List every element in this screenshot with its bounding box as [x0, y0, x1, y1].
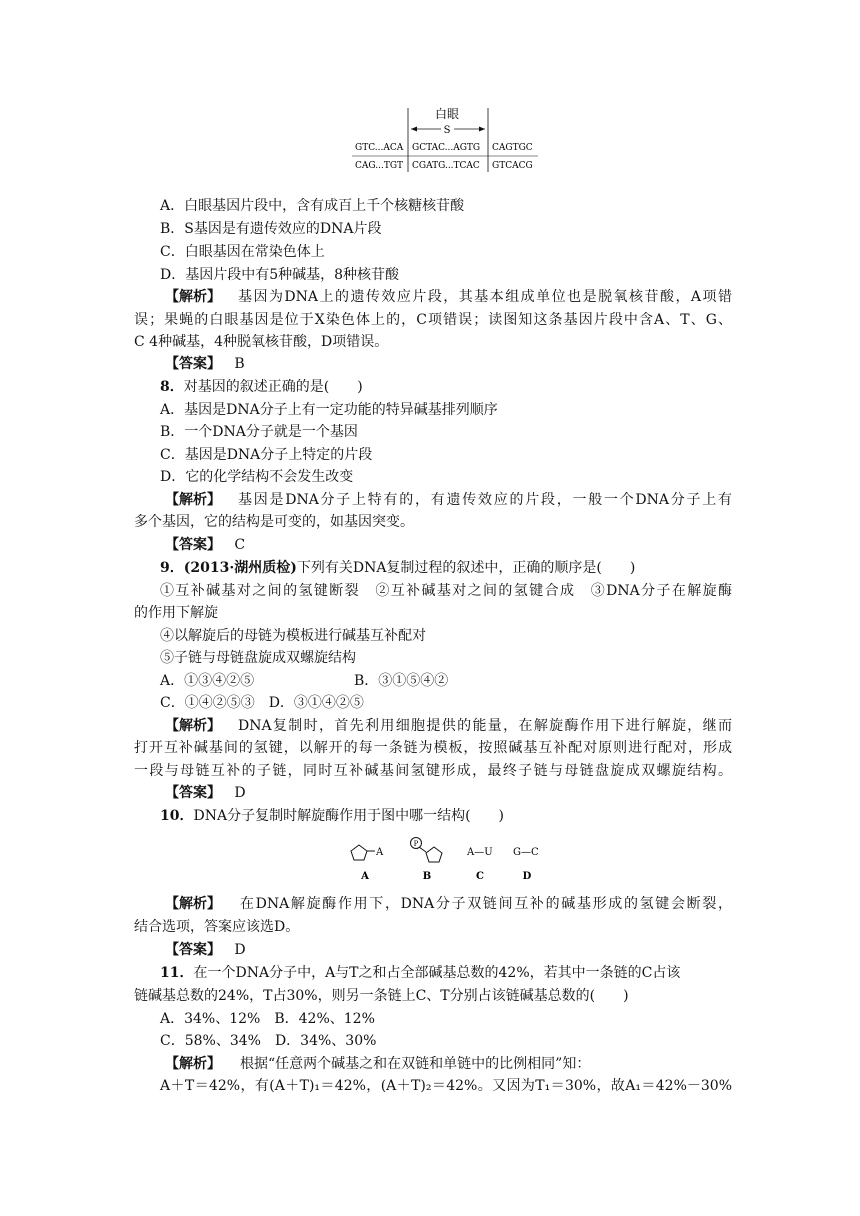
q9-items-line-3: ④以解旋后的母链为模板进行碱基互补配对 [160, 628, 426, 644]
q10-answer [165, 939, 246, 961]
q7-option-b: B．S基因是有遗传效应的DNA片段 [160, 221, 382, 237]
c-pair-label: A—U [467, 847, 493, 858]
q10-stem [160, 805, 504, 827]
q9-items-line-4: ⑤子链与母链盘旋成双螺旋结构 [160, 650, 356, 666]
q9-answer-value: D [234, 785, 246, 801]
analysis-label: 【解析】 [165, 492, 221, 508]
q8-analysis-line-1: 基因是DNA分子上特有的，有遗传效应的片段，一般一个DNA分子上有 [238, 492, 732, 508]
q8-stem-text: 对基因的叙述正确的是( ) [183, 379, 363, 395]
q10-analysis-tag [165, 893, 221, 915]
b-phosphate-label: P [413, 840, 419, 848]
answer-label: 【答案】 [165, 537, 221, 553]
sugar-pentagon-icon [351, 845, 367, 860]
q8-option-d: D．它的化学结构不会发生改变 [160, 469, 354, 485]
q9-number: 9． [160, 560, 184, 576]
a-base-label: A [376, 847, 384, 858]
q11-analysis-tag [165, 1053, 221, 1075]
q7-analysis-line-1: 基因为DNA上的遗传效应片段，其基本组成单位也是脱氧核苷酸，A项错 [238, 289, 732, 305]
white-eye-label: 白眼 [434, 107, 460, 121]
seq-top-3: CAGTGC [492, 143, 533, 153]
q8-answer-value: C [234, 537, 246, 553]
sugar-pentagon-icon [426, 847, 442, 862]
figure-label-a: A [361, 871, 369, 882]
q10-analysis-line-1: 在DNA解旋酶作用下，DNA分子双链间互补的碱基形成的氢键会断裂， [240, 896, 732, 912]
q9-answer [165, 782, 246, 804]
seq-bottom-2: CGATG...TCAC [412, 161, 480, 171]
q8-option-b: B．一个DNA分子就是一个基因 [160, 424, 358, 440]
d-pair-label: G—C [513, 847, 539, 858]
q10-answer-value: D [234, 942, 246, 958]
q7-answer-value: B [234, 356, 245, 372]
q8-number: 8． [160, 379, 184, 395]
seq-top-2: GCTAC...AGTG [412, 143, 481, 153]
q9-analysis-line-3: 一段与母链互补的子链，同时互补碱基间氢键形成，最终子链与母链盘旋成双螺旋结构。 [134, 763, 732, 779]
b-bond-line [419, 847, 426, 852]
q9-items-line-2: 的作用下解旋 [134, 605, 218, 621]
q7-analysis-tag [165, 286, 221, 308]
q7-option-c: C．白眼基因在常染色体上 [160, 244, 325, 260]
arrow-right-head [479, 127, 485, 132]
q9-analysis-line-2: 打开互补碱基间的氢键，以解开的每一条链为模板，按照碱基互补配对原则进行配对，形成 [134, 740, 732, 756]
answer-label: 【答案】 [165, 785, 221, 801]
q11-number: 11． [160, 965, 194, 981]
q7-analysis-line-2: 误；果蝇的白眼基因是位于X染色体上的，C项错误；读图知这条基因片段中含A、T、G、 [134, 312, 732, 328]
seq-bottom-1: CAG...TGT [355, 161, 404, 171]
q8-analysis-tag [165, 489, 221, 511]
q11-stem-line-2: 链碱基总数的24%，T占30%，则另一条链上C、T分别占该链碱基总数的( ) [134, 988, 629, 1004]
q8-analysis-line-2: 多个基因，它的结构是可变的，如基因突变。 [134, 514, 414, 530]
answer-label: 【答案】 [165, 356, 221, 372]
q9-analysis-tag [165, 715, 221, 737]
q9-source: (2013·湖州质检) [183, 560, 297, 576]
figure-label-d: D [522, 871, 532, 882]
q9-stem-text: 下列有关DNA复制过程的叙述中，正确的顺序是( ) [296, 560, 636, 576]
q10-structure-figure [345, 832, 555, 884]
q9-option-b: B．③①⑤④② [354, 673, 449, 689]
q10-number: 10． [160, 808, 194, 824]
q9-option-cd: C．①④②⑤③ D．③①④②⑤ [160, 695, 364, 711]
analysis-label: 【解析】 [165, 1056, 221, 1072]
q7-option-a: A．白眼基因片段中，含有成百上千个核糖核苷酸 [160, 198, 465, 214]
analysis-label: 【解析】 [165, 289, 221, 305]
q11-options-line-2: C．58%、34% D．34%、30% [160, 1033, 377, 1049]
figure-label-c: C [476, 871, 484, 882]
q9-option-a: A．①③④②⑤ [160, 673, 255, 689]
q10-stem-text: DNA分子复制时解旋酶作用于图中哪一结构( ) [193, 808, 504, 824]
seq-top-1: GTC...ACA [355, 143, 404, 153]
analysis-label: 【解析】 [165, 896, 221, 912]
q9-stem [160, 557, 635, 579]
q7-answer [165, 353, 245, 375]
q8-option-c: C．基因是DNA分子上特定的片段 [160, 447, 373, 463]
q8-answer [165, 534, 245, 556]
q11-options-line-1: A．34%、12% B．42%、12% [160, 1011, 375, 1027]
q8-stem [160, 376, 363, 398]
analysis-label: 【解析】 [165, 718, 221, 734]
figure-label-b: B [422, 871, 432, 882]
q10-analysis-line-2: 结合选项，答案应该选D。 [134, 919, 300, 935]
q7-analysis-line-3: C 4种碱基，4种脱氧核苷酸，D项错误。 [134, 334, 389, 350]
s-label: S [443, 125, 451, 136]
q11-analysis-line-1: 根据“任意两个碱基之和在双链和单链中的比例相同”知： [240, 1056, 591, 1072]
q9-items-line-1: ①互补碱基对之间的氢键断裂 ②互补碱基对之间的氢键合成 ③DNA分子在解旋酶 [160, 583, 732, 599]
q11-stem-text: 在一个DNA分子中，A与T之和占全部碱基总数的42%，若其中一条链的C占该 [193, 965, 681, 981]
gene-sequence-figure [350, 100, 540, 180]
answer-label: 【答案】 [165, 942, 221, 958]
seq-bottom-3: GTCACG [492, 161, 533, 171]
q11-analysis-line-2: A＋T＝42%，有(A＋T)₁＝42%，(A＋T)₂＝42%。又因为T₁＝30%，故A₁＝42%－30% [160, 1078, 732, 1094]
q8-option-a: A．基因是DNA分子上有一定功能的特异碱基排列顺序 [160, 402, 498, 418]
q7-option-d: D．基因片段中有5种碱基，8种核苷酸 [160, 267, 400, 283]
arrow-left-head [411, 127, 417, 132]
q11-stem-line-1 [160, 962, 680, 984]
q9-analysis-line-1: DNA复制时，首先利用细胞提供的能量，在解旋酶作用下进行解旋，继而 [238, 718, 732, 734]
